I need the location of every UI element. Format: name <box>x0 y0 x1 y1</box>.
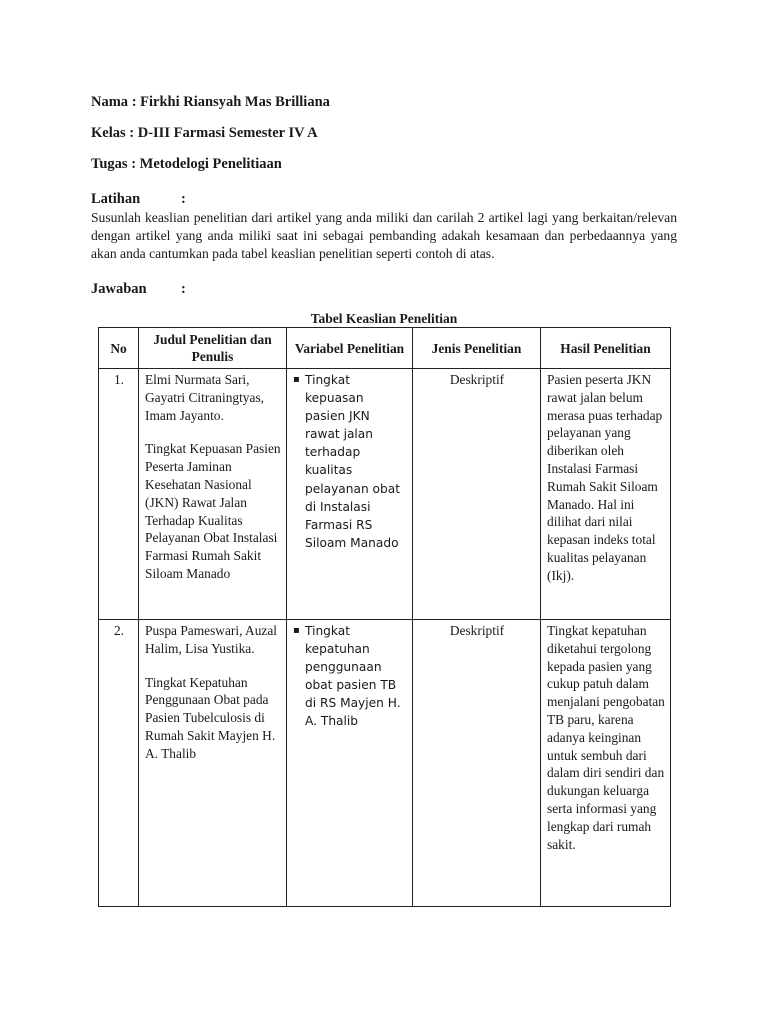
tugas-line: Tugas : Metodelogi Penelitiaan <box>91 156 282 172</box>
nama-label: Nama <box>91 94 129 110</box>
jawaban-heading <box>91 281 186 298</box>
row-variabel: Tingkat kepatuhan penggunaan obat pasien TB di RS Mayjen H. A. Thalib <box>305 624 401 729</box>
variabel-cell <box>287 620 413 907</box>
table-row <box>99 369 671 620</box>
square-bullet-icon: ▪ <box>293 625 300 636</box>
row-jenis: Deskriptif <box>413 369 541 620</box>
latihan-heading <box>91 191 186 208</box>
keaslian-table <box>98 327 671 907</box>
table-header-row <box>99 328 671 369</box>
latihan-colon: : <box>181 191 186 207</box>
header-jenis: Jenis Penelitian <box>413 328 541 369</box>
table-caption: Tabel Keaslian Penelitian <box>310 311 458 326</box>
nama-line: Nama : Firkhi Riansyah Mas Brilliana <box>91 94 330 110</box>
tugas-value: Metodelogi Penelitiaan <box>139 156 282 172</box>
judul-cell <box>139 620 287 907</box>
row-number: 2. <box>99 620 139 907</box>
header-hasil: Hasil Penelitian <box>541 328 671 369</box>
row-hasil: Tingkat kepatuhan diketahui tergolong kepada pasien yang cukup patuh dalam menjalani pengobatan TB paru, karena adanya keinginan untuk sembuh dari dalam diri sendiri dan dukungan keluarga serta informasi yang lengkap dari rumah sakit. <box>541 620 671 907</box>
kelas-label: Kelas <box>91 125 126 141</box>
header-variabel: Variabel Penelitian <box>287 328 413 369</box>
jawaban-label: Jawaban <box>91 281 147 297</box>
row-variabel: Tingkat kepuasan pasien JKN rawat jalan terhadap kualitas pelayanan obat di Instalasi Farmasi RS Siloam Manado <box>305 373 401 550</box>
row-hasil: Pasien peserta JKN rawat jalan belum merasa puas terhadap pelayanan yang diberikan oleh Instalasi Farmasi Rumah Sakit Siloam Manado. Hal ini dilihat dari nilai kepasan indeks total kualitas pelayanan (Ikj). <box>541 369 671 620</box>
row-title: Tingkat Kepuasan Pasien Peserta Jaminan Kesehatan Nasional (JKN) Rawat Jalan Terhadap Kualitas Pelayanan Obat Instalasi Farmasi Rumah Sakit Siloam Manado <box>145 441 281 581</box>
header-no: No <box>99 328 139 369</box>
latihan-label: Latihan <box>91 191 141 207</box>
tugas-label: Tugas <box>91 156 128 172</box>
row-jenis: Deskriptif <box>413 620 541 907</box>
row-authors: Puspa Pameswari, Auzal Halim, Lisa Yustika. <box>145 623 278 656</box>
header-judul: Judul Penelitian dan Penulis <box>139 328 287 369</box>
row-authors: Elmi Nurmata Sari, Gayatri Citraningtyas, Imam Jayanto. <box>145 372 264 423</box>
jawaban-colon: : <box>181 281 186 297</box>
nama-value: Firkhi Riansyah Mas Brilliana <box>140 94 330 110</box>
latihan-instructions: Susunlah keaslian penelitian dari artikel yang anda miliki dan carilah 2 artikel lagi yang berkaitan/relevan dengan artikel yang anda miliki saat ini sebagai pembanding adakah kesamaan dan perbedaannya yang akan anda cantumkan pada tabel keaslian penelitian seperti contoh di atas. <box>91 210 677 261</box>
row-number: 1. <box>99 369 139 620</box>
square-bullet-icon: ▪ <box>293 374 300 385</box>
kelas-line: Kelas : D-III Farmasi Semester IV A <box>91 125 318 141</box>
table-row <box>99 620 671 907</box>
judul-cell <box>139 369 287 620</box>
variabel-cell <box>287 369 413 620</box>
kelas-value: D-III Farmasi Semester IV A <box>137 125 318 141</box>
row-title: Tingkat Kepatuhan Penggunaan Obat pada Pasien Tubelculosis di Rumah Sakit Mayjen H. A. Thalib <box>145 674 276 761</box>
